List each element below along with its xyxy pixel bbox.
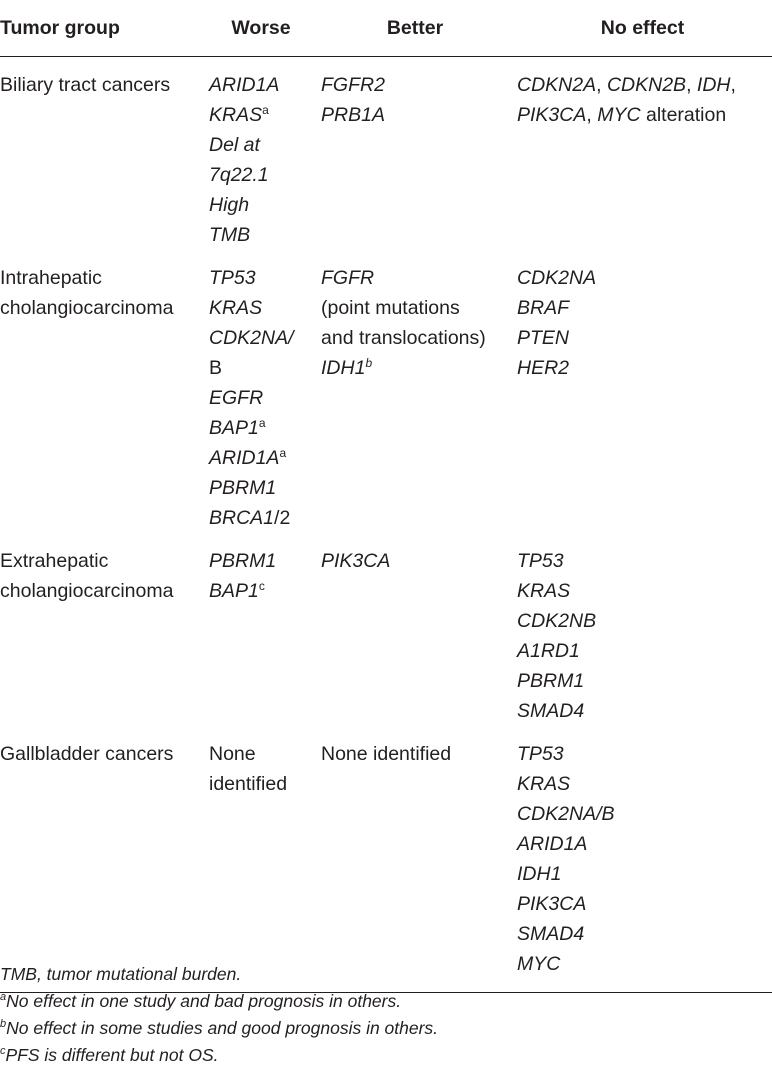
gene-item: 7q22.1 bbox=[209, 164, 269, 186]
gene-item: MYC bbox=[517, 953, 561, 975]
gene-item: CDK2NA/B bbox=[517, 803, 615, 825]
tumor-group-cell bbox=[0, 726, 205, 993]
no-effect-cell bbox=[513, 250, 772, 533]
gene-item: KRAS bbox=[209, 297, 263, 319]
header-row bbox=[0, 0, 772, 57]
gene-item: A1RD1 bbox=[517, 640, 580, 662]
footnote-mark: b bbox=[0, 1018, 7, 1030]
footnote-abbreviation: TMB, tumor mutational burden. bbox=[0, 964, 242, 984]
no-effect-line: PIK3CA, MYC alteration bbox=[517, 104, 727, 126]
better-cell bbox=[317, 726, 513, 993]
gene-item-with-mark: BAP1$^c$ bbox=[209, 579, 265, 602]
gene-item: SMAD4 bbox=[517, 700, 585, 722]
tumor-group-cell bbox=[0, 250, 205, 533]
tumor-group-label: Extrahepatic bbox=[0, 550, 109, 572]
footnote-mark: c bbox=[258, 579, 265, 593]
gene-item: TMB bbox=[209, 224, 251, 246]
better-cell bbox=[317, 533, 513, 726]
no-effect-cell bbox=[513, 726, 772, 993]
worse-cell bbox=[205, 533, 317, 726]
gene-item: PBRM1 bbox=[517, 670, 585, 692]
gene-item: CDK2NA/ bbox=[209, 327, 294, 349]
gene-item: ARID1A bbox=[209, 74, 280, 96]
footnote-mark: a bbox=[262, 103, 269, 117]
footnote-b: $^b$No effect in some studies and good prognosis in others. bbox=[0, 1018, 439, 1038]
worse-cell bbox=[205, 250, 317, 533]
tumor-group-label: cholangiocarcinoma bbox=[0, 580, 174, 602]
gene-item: PIK3CA bbox=[517, 893, 587, 915]
gene-item: ARID1A bbox=[517, 833, 588, 855]
no-effect-cell bbox=[513, 533, 772, 726]
gene-item-with-mark: IDH1$^b$ bbox=[321, 356, 373, 379]
gene-item: B bbox=[209, 357, 223, 379]
tumor-group-cell bbox=[0, 57, 205, 251]
gene-item: TP53 bbox=[517, 550, 564, 572]
gene-item: PRB1A bbox=[321, 104, 385, 126]
gene-item: TP53 bbox=[209, 267, 256, 289]
table-row bbox=[0, 250, 772, 533]
tumor-group-label: Gallbladder cancers bbox=[0, 743, 174, 765]
worse-cell bbox=[205, 726, 317, 993]
better-cell bbox=[317, 57, 513, 251]
footnote-mark: a bbox=[279, 446, 287, 460]
gene-item: CDK2NB bbox=[517, 610, 597, 632]
table-row bbox=[0, 726, 772, 993]
footnote-mark: a bbox=[258, 416, 266, 430]
worse-cell bbox=[205, 57, 317, 251]
tumor-group-cell bbox=[0, 533, 205, 726]
none-text: None bbox=[209, 743, 256, 765]
table-row bbox=[0, 533, 772, 726]
gene-item: BRCA1/2 bbox=[209, 507, 291, 529]
better-note: and translocations) bbox=[321, 327, 486, 349]
none-text: None identified bbox=[321, 743, 452, 765]
gene-item: TP53 bbox=[517, 743, 564, 765]
gene-item: PIK3CA bbox=[321, 550, 391, 572]
gene-item: IDH1 bbox=[517, 863, 562, 885]
header-worse: Worse bbox=[205, 0, 317, 57]
better-cell bbox=[317, 250, 513, 533]
table-row bbox=[0, 57, 772, 251]
footnote-mark: b bbox=[365, 356, 373, 370]
gene-item-with-mark: $ARID1A^a$ bbox=[209, 446, 287, 469]
gene-item: FGFR bbox=[321, 267, 375, 289]
gene-item: EGFR bbox=[209, 387, 264, 409]
none-text: identified bbox=[209, 773, 288, 795]
gene-item: PBRM1 bbox=[209, 477, 277, 499]
no-effect-line: CDKN2A, CDKN2B, IDH, bbox=[517, 74, 736, 96]
header-better: Better bbox=[317, 0, 513, 57]
gene-item: KRAS bbox=[517, 580, 571, 602]
gene-item: SMAD4 bbox=[517, 923, 585, 945]
gene-item: KRAS bbox=[517, 773, 571, 795]
header-no-effect: No effect bbox=[513, 0, 772, 57]
footnote-a: $^a$No effect in one study and bad prognosis in others. bbox=[0, 991, 402, 1011]
footnote-mark: c bbox=[0, 1045, 6, 1057]
tumor-group-label: cholangiocarcinoma bbox=[0, 297, 174, 319]
gene-item-with-mark: KRAS$^a$ bbox=[209, 103, 269, 126]
better-note: (point mutations bbox=[321, 297, 460, 319]
gene-item: CDK2NA bbox=[517, 267, 597, 289]
footnote-c: $^c$PFS is different but not OS. bbox=[0, 1045, 219, 1065]
gene-item: BRAF bbox=[517, 297, 570, 319]
no-effect-cell bbox=[513, 57, 772, 251]
gene-item: HER2 bbox=[517, 357, 570, 379]
tumor-group-label: Intrahepatic bbox=[0, 267, 102, 289]
tumor-group-label: Biliary tract cancers bbox=[0, 74, 171, 96]
gene-item: PTEN bbox=[517, 327, 570, 349]
gene-item-with-mark: BAP1$^a$ bbox=[209, 416, 266, 439]
gene-item: Del at bbox=[209, 134, 260, 156]
gene-item: PBRM1 bbox=[209, 550, 277, 572]
gene-item: FGFR2 bbox=[321, 74, 385, 96]
gene-item: High bbox=[209, 194, 250, 216]
header-tumor-group: Tumor group bbox=[0, 0, 205, 57]
footnote-mark: a bbox=[0, 991, 7, 1003]
